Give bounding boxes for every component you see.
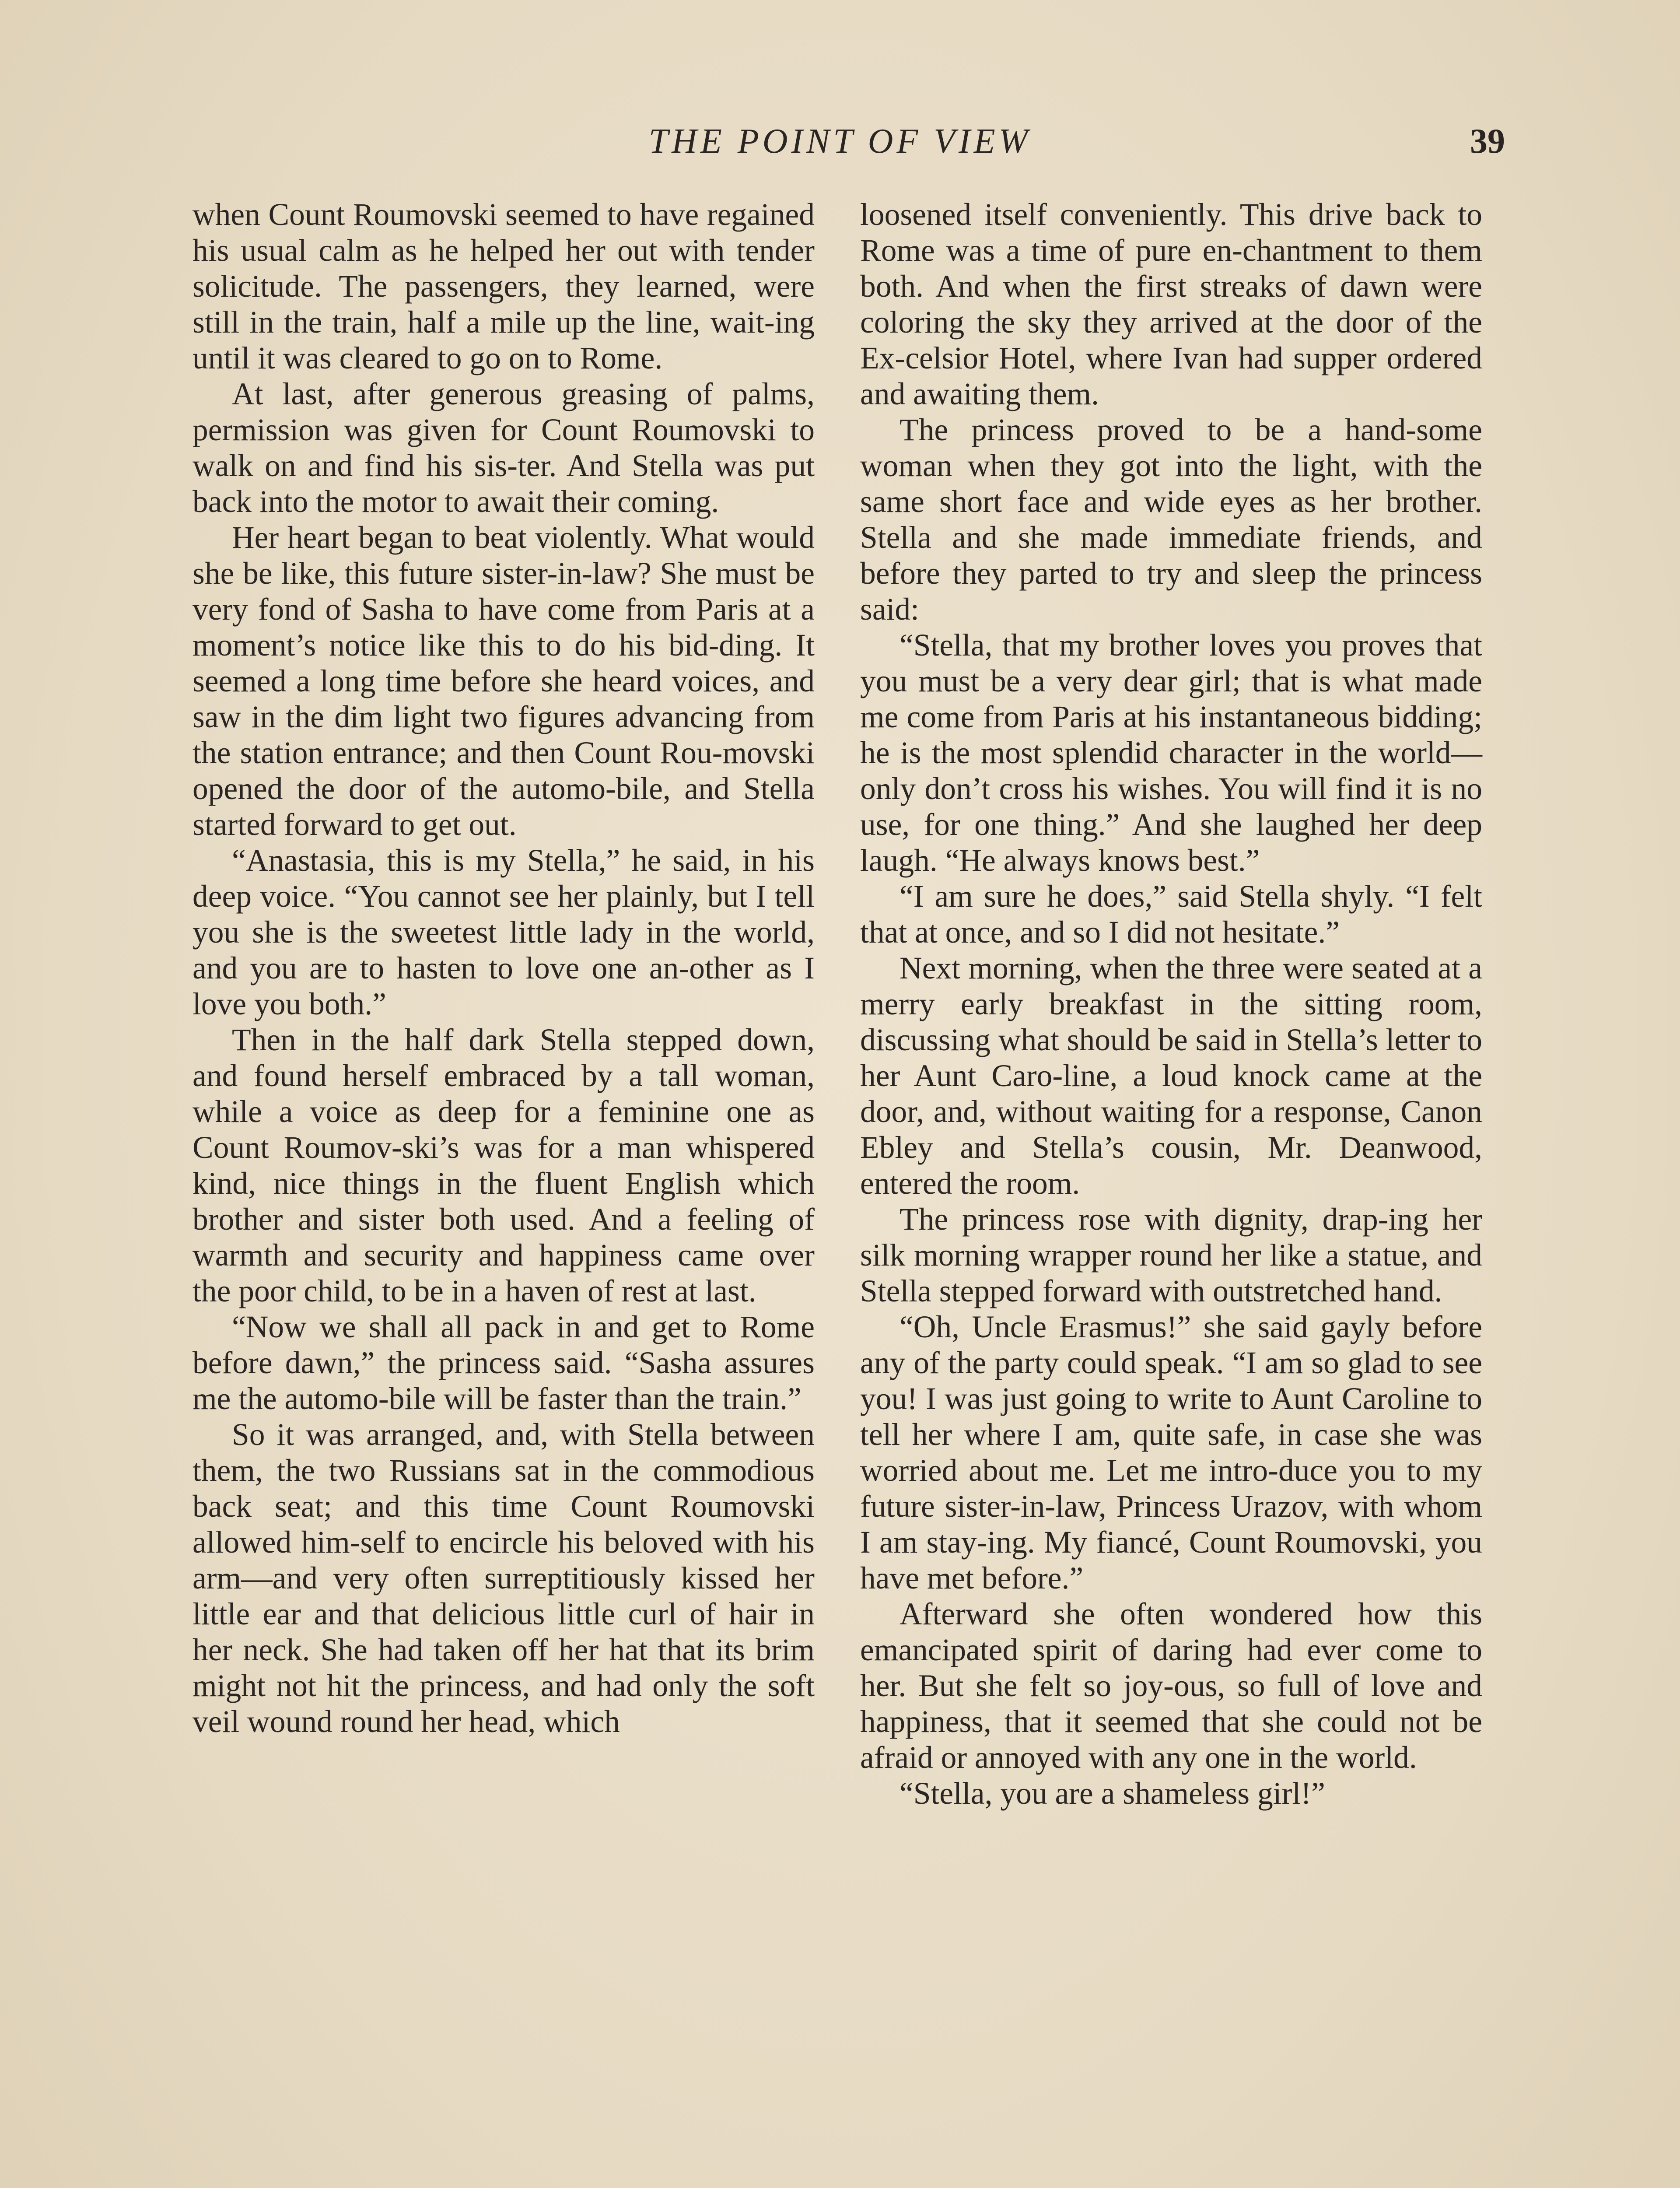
paragraph: “I am sure he does,” said Stella shyly. “I felt that at once, and so I did not hesitate.” [860,879,1482,950]
paragraph: So it was arranged, and, with Stella between them, the two Russians sat in the commodious back seat; and this time Count Roumovski allowed him-self to encircle his beloved with his arm—and very often surreptitiously kissed her little ear and that delicious little curl of hair in her neck. She had taken off her hat that its brim might not hit the princess, and had only the soft veil wound round her head, which [192,1417,815,1739]
right-text-column [860,197,1482,1812]
paragraph: Afterward she often wondered how this emancipated spirit of daring had ever come to her. But she felt so joy-ous, so full of love and happiness, that it seemed that she could not be afraid or annoyed with any one in the world. [860,1597,1482,1775]
paragraph: Next morning, when the three were seated at a merry early breakfast in the sitting room, discussing what should be said in Stella’s letter to her Aunt Caro-line, a loud knock came at the door, and, without waiting for a response, Canon Ebley and Stella’s cousin, Mr. Deanwood, entered the room. [860,951,1482,1201]
paragraph: “Stella, you are a shameless girl!” [900,1776,1325,1811]
paragraph: loosened itself conveniently. This drive back to Rome was a time of pure en-chantment to them both. And when the first streaks of dawn were coloring the sky they arrived at the door of the Ex-celsior Hotel, where Ivan had supper ordered and awaiting them. [860,197,1482,411]
paragraph: The princess rose with dignity, drap-ing her silk morning wrapper round her like a statue, and Stella stepped forward with outstretched hand. [860,1202,1482,1308]
page-number: 39 [1470,122,1505,161]
paragraph: “Now we shall all pack in and get to Rome before dawn,” the princess said. “Sasha assures me the automo-bile will be faster than the train.” [192,1310,815,1416]
running-header-title: THE POINT OF VIEW [648,122,1032,161]
paragraph: when Count Roumovski seemed to have regained his usual calm as he helped her out with tender solicitude. The passengers, they learned, were still in the train, half a mile up the line, wait-ing until it was cleared to go on to Rome. [192,197,815,375]
paragraph: “Stella, that my brother loves you proves that you must be a very dear girl; that is what made me come from Paris at his instantaneous bidding; he is the most splendid character in the world—only don’t cross his wishes. You will find it is no use, for one thing.” And she laughed her deep laugh. “He always knows best.” [860,628,1482,878]
paragraph: The princess proved to be a hand-some woman when they got into the light, with the same short face and wide eyes as her brother. Stella and she made immediate friends, and before they parted to try and sleep the princess said: [860,413,1482,627]
left-text-column [192,197,815,1740]
paragraph: “Anastasia, this is my Stella,” he said, in his deep voice. “You cannot see her plainly, but I tell you she is the sweetest little lady in the world, and you are to hasten to love one an-other as I love you both.” [192,843,815,1021]
paragraph: At last, after generous greasing of palms, permission was given for Count Roumovski to walk on and find his sis-ter. And Stella was put back into the motor to await their coming. [192,377,815,519]
paragraph: Her heart began to beat violently. What would she be like, this future sister-in-law? She must be very fond of Sasha to have come from Paris at a moment’s notice like this to do his bid-ding. It seemed a long time before she heard voices, and saw in the dim light two figures advancing from the station entrance; and then Count Rou-movski opened the door of the automo-bile, and Stella started forward to get out. [192,520,815,842]
paragraph: Then in the half dark Stella stepped down, and found herself embraced by a tall woman, while a voice as deep for a feminine one as Count Roumov-ski’s was for a man whispered kind, nice things in the fluent English which brother and sister both used. And a feeling of warmth and security and happiness came over the poor child, to be in a haven of rest at last. [192,1023,815,1308]
paragraph: “Oh, Uncle Erasmus!” she said gayly before any of the party could speak. “I am so glad to see you! I was just going to write to Aunt Caroline to tell her where I am, quite safe, in case she was worried about me. Let me intro-duce you to my future sister-in-law, Princess Urazov, with whom I am stay-ing. My fiancé, Count Roumovski, you have met before.” [860,1310,1482,1595]
